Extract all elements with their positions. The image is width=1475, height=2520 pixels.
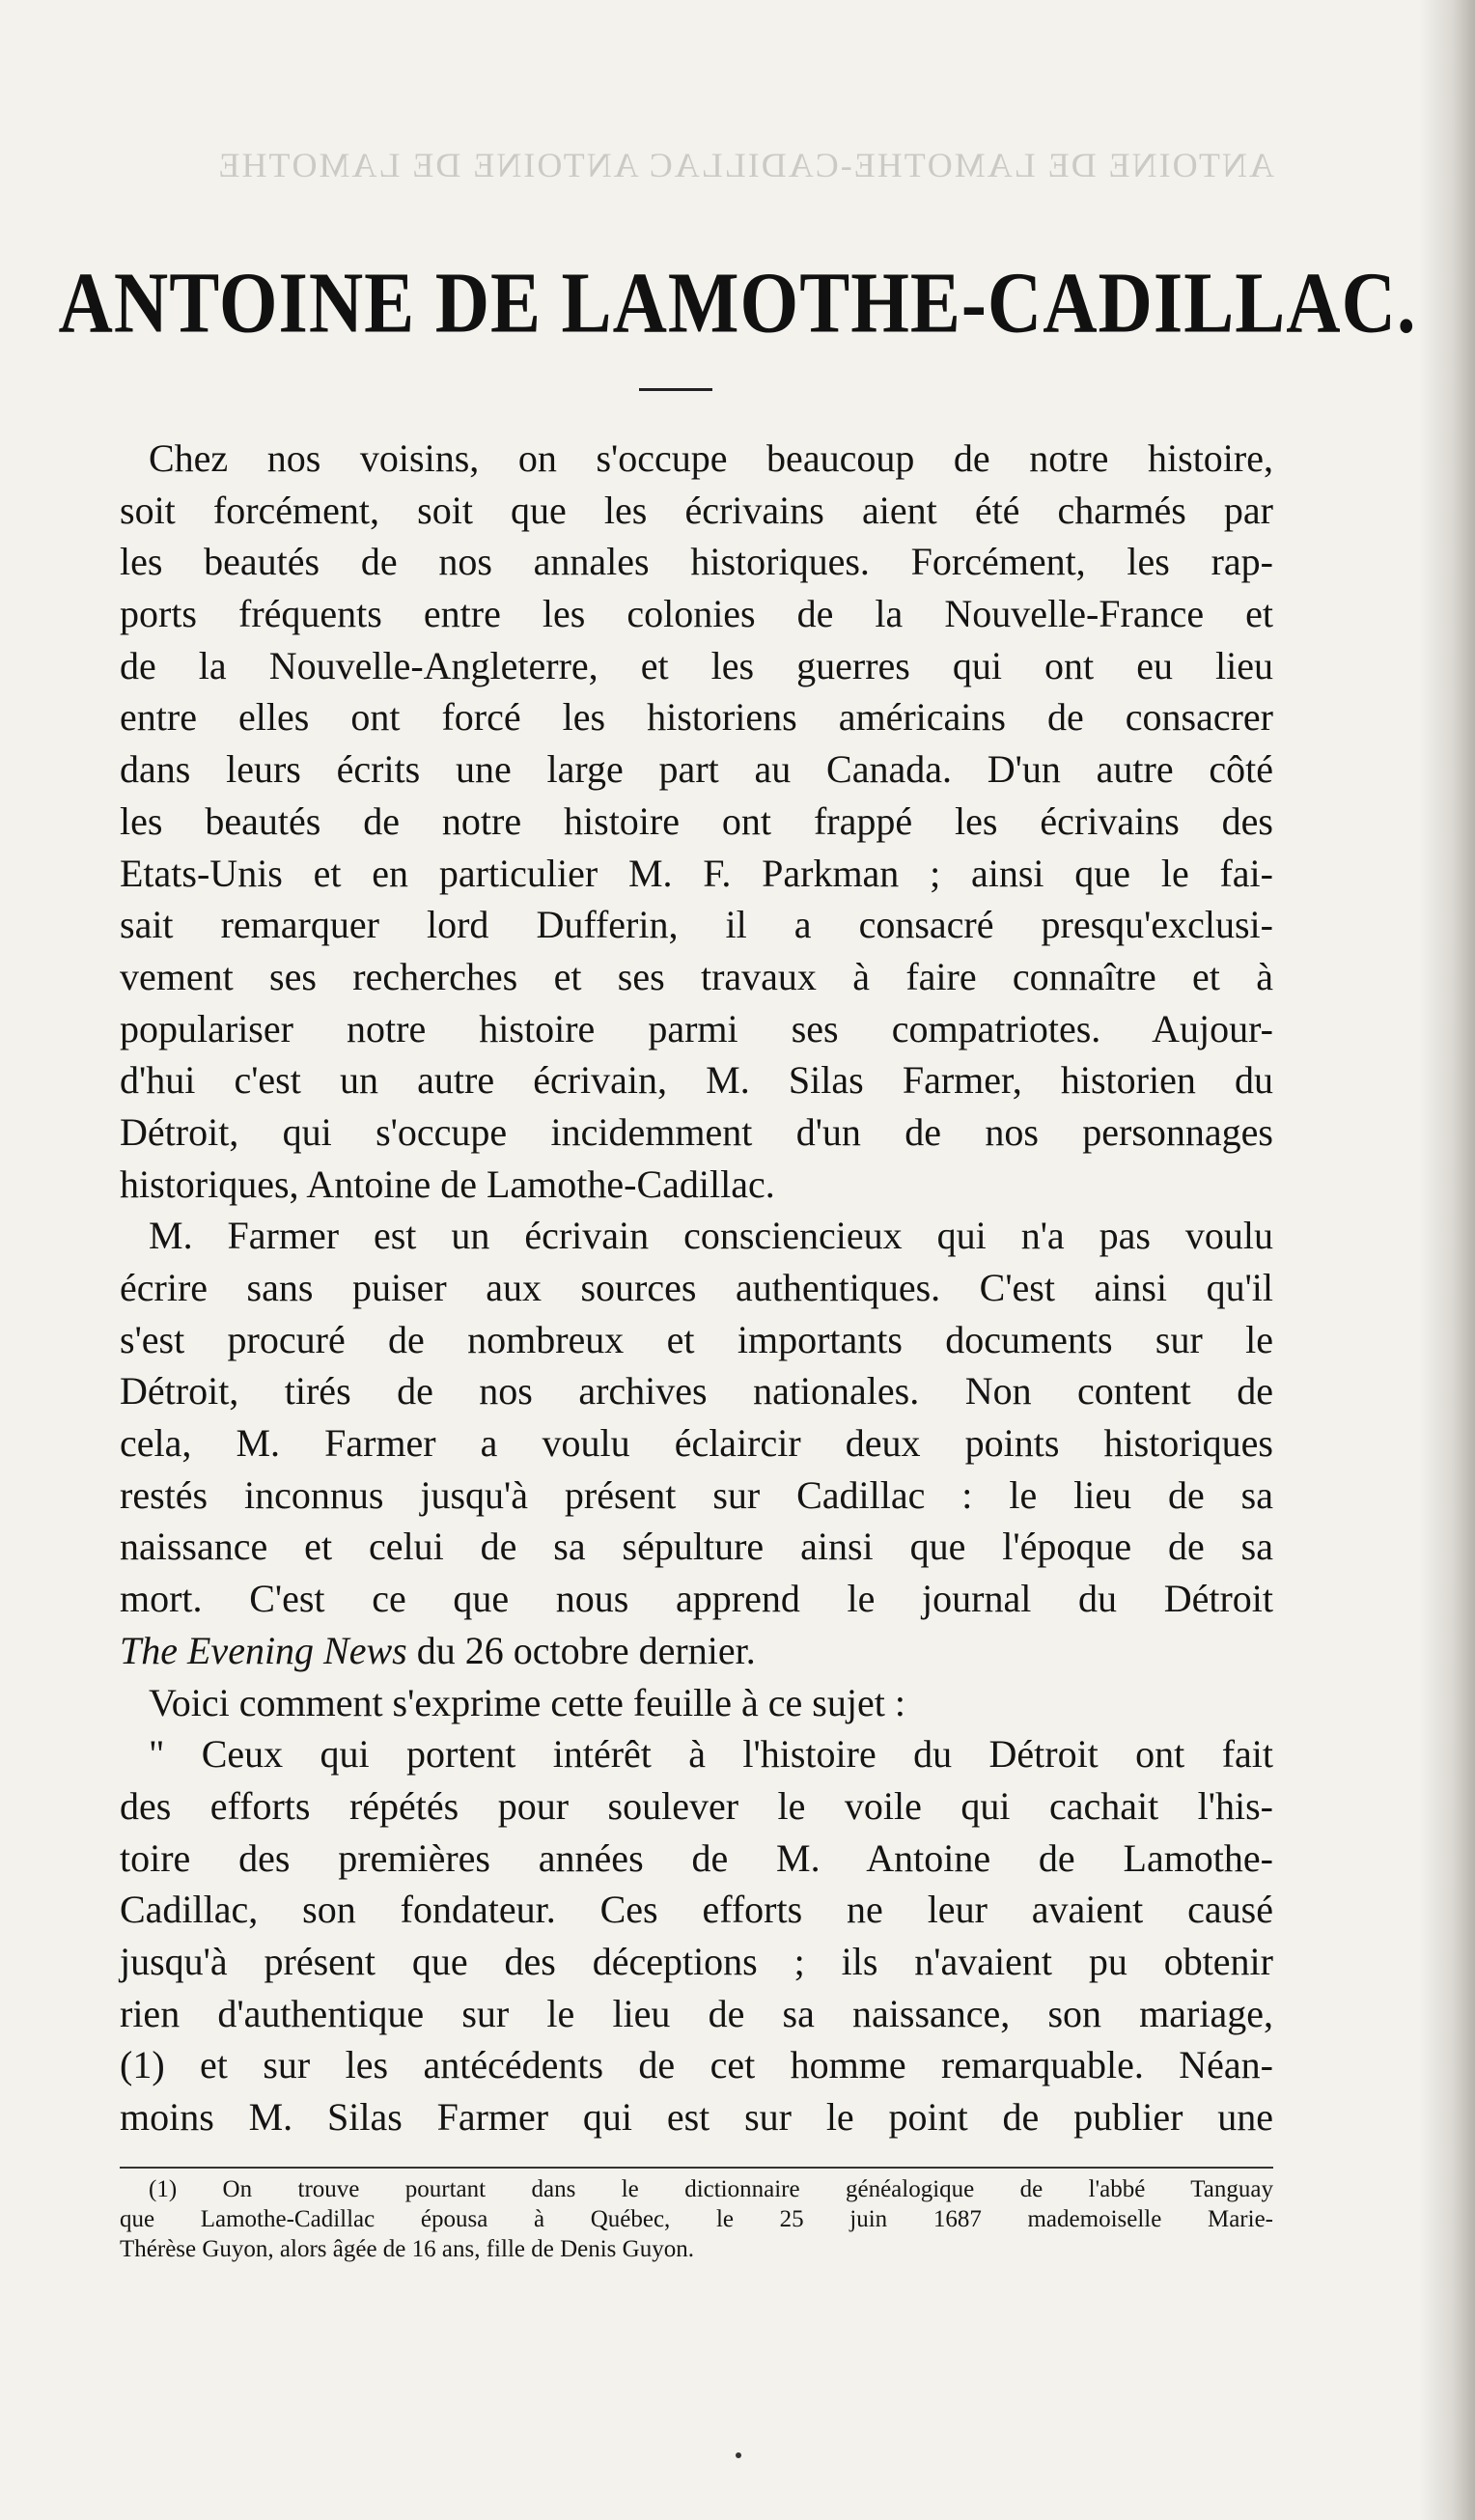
body-text — [120, 433, 1273, 2143]
body-line: Détroit, tirés de nos archives nationales. Non content de — [120, 1369, 1273, 1414]
body-line: mort. C'est ce que nous apprend le journal du Détroit — [120, 1577, 1273, 1621]
body-line: soit forcément, soit que les écrivains aient été charmés par — [120, 488, 1273, 532]
newspaper-date: du 26 octobre dernier. — [406, 1628, 756, 1672]
body-line: (1) et sur les antécédents de cet homme remarquable. Néan- — [120, 2043, 1273, 2087]
footnote-line: Thérèse Guyon, alors âgée de 16 ans, fille de Denis Guyon. — [120, 2236, 694, 2262]
footnote-line: que Lamothe-Cadillac épousa à Québec, le 25 juin 1687 mademoiselle Marie- — [120, 2206, 1273, 2232]
body-line: moins M. Silas Farmer qui est sur le point de publier une — [120, 2095, 1273, 2139]
body-line: sait remarquer lord Dufferin, il a consacré presqu'exclusi- — [120, 903, 1273, 947]
body-line: les beautés de nos annales historiques. Forcément, les rap- — [120, 540, 1273, 584]
body-line: Voici comment s'exprime cette feuille à ce sujet : — [149, 1680, 905, 1724]
body-line: de la Nouvelle-Angleterre, et les guerres qui ont eu lieu — [120, 643, 1273, 687]
body-line: des efforts répétés pour soulever le voile qui cachait l'his- — [120, 1783, 1273, 1828]
page-speck — [736, 2452, 741, 2458]
page-title: ANTOINE DE LAMOTHE-CADILLAC. — [58, 254, 1417, 351]
body-line: Détroit, qui s'occupe incidemment d'un de nos personnages — [120, 1109, 1273, 1154]
body-line: M. Farmer est un écrivain consciencieux qui n'a pas voulu — [149, 1214, 1273, 1258]
body-line: toire des premières années de M. Antoine de Lamothe- — [120, 1835, 1273, 1880]
body-line: naissance et celui de sa sépulture ainsi que l'époque de sa — [120, 1525, 1273, 1569]
page-edge-shadow — [1419, 0, 1475, 2520]
footnote-rule — [120, 2167, 1273, 2169]
body-line: restés inconnus jusqu'à présent sur Cadillac : le lieu de sa — [120, 1472, 1273, 1517]
body-line: dans leurs écrits une large part au Canada. D'un autre côté — [120, 747, 1273, 792]
body-line: rien d'authentique sur le lieu de sa naissance, son mariage, — [120, 1991, 1273, 2035]
title-rule — [639, 388, 712, 391]
body-line: les beautés de notre histoire ont frappé les écrivains des — [120, 798, 1273, 843]
body-line: jusqu'à présent que des déceptions ; ils n'avaient pu obtenir — [120, 1939, 1273, 1983]
body-line: vement ses recherches et ses travaux à faire connaître et à — [120, 954, 1273, 998]
bleed-through-text: ANTOINE DE LAMOTHE-CADILLAC ANTOINE DE LAMOTHE — [216, 146, 1274, 184]
body-line: cela, M. Farmer a voulu éclaircir deux points historiques — [120, 1421, 1273, 1466]
body-line: historiques, Antoine de Lamothe-Cadillac. — [120, 1162, 775, 1206]
footnote — [120, 2174, 1273, 2264]
body-line: s'est procuré de nombreux et importants documents sur le — [120, 1317, 1273, 1361]
body-line: populariser notre histoire parmi ses compatriotes. Aujour- — [120, 1006, 1273, 1050]
body-line-newspaper — [120, 1625, 1273, 1677]
body-line: Etats-Unis et en particulier M. F. Parkman ; ainsi que le fai- — [120, 851, 1273, 895]
body-line: écrire sans puiser aux sources authentiques. C'est ainsi qu'il — [120, 1266, 1273, 1309]
body-line: Cadillac, son fondateur. Ces efforts ne leur avaient causé — [120, 1888, 1273, 1932]
newspaper-title: The Evening News — [120, 1628, 407, 1672]
footnote-line: (1) On trouve pourtant dans le dictionnaire généalogique de l'abbé Tanguay — [149, 2176, 1273, 2202]
body-line: Chez nos voisins, on s'occupe beaucoup de notre histoire, — [149, 436, 1273, 480]
body-line: ports fréquents entre les colonies de la Nouvelle-France et — [120, 592, 1273, 636]
body-line: d'hui c'est un autre écrivain, M. Silas Farmer, historien du — [120, 1058, 1273, 1103]
body-line: " Ceux qui portent intérêt à l'histoire du Détroit ont fait — [149, 1732, 1273, 1777]
body-line: entre elles ont forcé les historiens américains de consacrer — [120, 695, 1273, 740]
